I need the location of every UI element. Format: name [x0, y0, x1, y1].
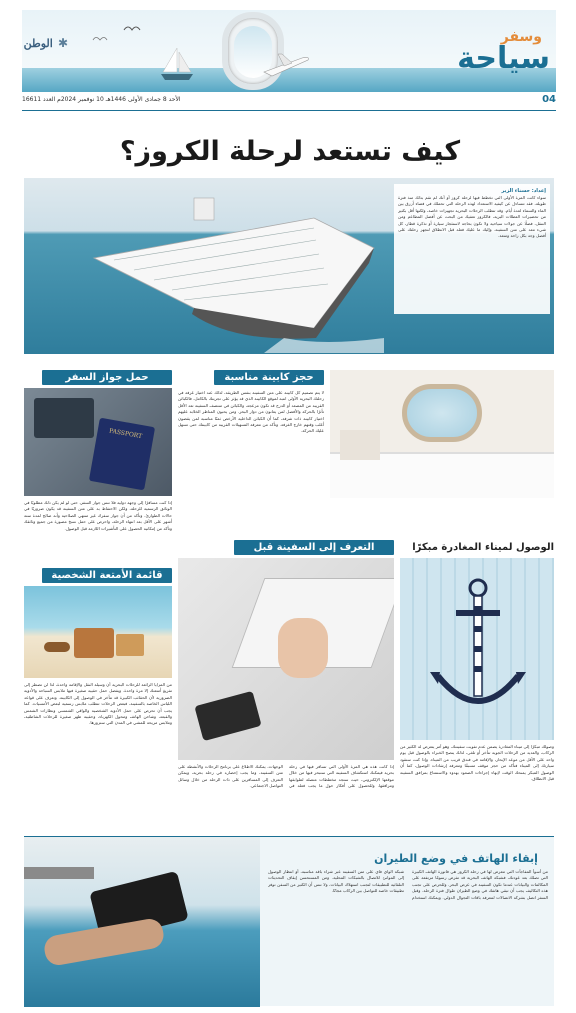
ship-illustration [84, 188, 384, 353]
airplane-icon [262, 50, 312, 80]
intro-text: سواء كانت المرة الأولى التي تخطط فيها لرحلة كروز أو أنك لم تقم بذلك منذ فترة طويلة، فقد تتساءل عن كيفية الاستعداد لهذه الرحلة التي تحملك في فضاء أزرق بين الماء والسماء لعدة أيام. وقد تتطلب الرحلات البحرية تجهيزات خاصة، ولكنها أقل بكثير من تحضيرات العطلات البرية، فالكروز تعفيك من البحث عن أفضل المطاعم ومن التنقل، فضلًا عن جولات سياحية ولا تكون بحاجة لاستئجار سيارة أو تذكرة قطار، كل شيء معد على متن السفينة. وإليك ما عليك فعله قبل الانطلاق لتجهز رحلتك على أفضل وجه بكل راحة ومتعة. [398, 195, 546, 239]
logo-text: الوطن [23, 37, 53, 50]
cabin-photo [330, 370, 554, 498]
page-number: 04 [542, 94, 556, 105]
know-ship-text: إذا كانت هذه هي المرة الأولى التي تسافر فيها في رحلة بحرية فيمكنك استكشاف السفينة التي ستبحر فيها من خلال موقعها الإلكتروني، حيث ستجد مخططات متصلة لطوابقها ومرافقها. وللحصول على أفكار حول ما يجب فعله في الوجهات، يمكنك الاطلاع على برنامج الرحلات والأنشطة على متن السفينة، وما يجب إحضاره في رحلة بحرية، ويمكن التعرف إلى المسافرين على ذات الرحلة من خلال وسائل التواصل الاجتماعي. [178, 764, 394, 789]
phone-section [24, 836, 554, 1006]
date-bar [22, 94, 556, 106]
luggage-title: قائمة الأمتعة الشخصية [42, 568, 172, 583]
luggage-photo [24, 586, 172, 678]
logo-star-icon: ✱ [57, 36, 68, 50]
cabin-title: حجز كابينة مناسبة [214, 370, 324, 385]
luggage-text: من المزايا الرائعة للرحلات البحرية أن وسيلة النقل والإقامة واحدة، لذا لن تضطر إلى تفريغ أمتعتك إلا مرة واحدة. ويفضل حمل حقيبة صغيرة فيها ملابس السباحة والأدوية الضرورية لأن الحقائب الكبيرة قد تتأخر في الوصول إلى الكابينة. وتعرف على قواعد اللباس الخاصة بالسفينة، فبعض الرحلات تتطلب ملابس رسمية لبعض الأمسيات. كما يجب أن تحرص على حمل الأدوية الشخصية والواقي الشمسي ونظارات الشمس والقبعة، وشاحن الهاتف ومحول الكهرباء، وحقيبة ظهر صغيرة للرحلات الشاطئية، وملابس مريحة للمشي في المدن التي ستزورها. [24, 682, 172, 726]
know-ship-title: التعرف إلى السفينة قبل [234, 540, 394, 555]
luggage-section [24, 568, 172, 828]
section-title-main: سياحة [457, 41, 550, 76]
date-line: الأحد 8 جمادى الأولى 1446هـ 10 نوفمبر 2024م العدد 16611 [22, 96, 181, 103]
phone-photo [24, 837, 260, 1007]
passport-title: حمل جواز السفر [42, 370, 172, 385]
byline: إعداد: حسناء الزير [501, 188, 546, 194]
bird-icon [92, 34, 112, 44]
section-title-top: وسفر [500, 29, 542, 45]
port-section [400, 540, 554, 830]
port-title: الوصول لميناء المغادرة مبكرًا [412, 542, 554, 553]
bird-icon [122, 22, 152, 36]
intro-panel [394, 184, 550, 314]
section-title [430, 30, 550, 74]
passport-section [24, 370, 172, 570]
headline: كيف تستعد لرحلة الكروز؟ [119, 136, 461, 167]
newspaper-logo [20, 32, 68, 48]
phone-text: من أسوأ المفاجآت التي تتعرض لها في رحلة الكروز هي فاتورة الهاتف الكبيرة التي تصلك بعد عودتك، فشبكة الهاتف البحرية قد تفرض رسومًا مرتفعة على المكالمات والبيانات عندما تكون السفينة في عرض البحر. وللحرص على تجنب هذه التكاليف يجب أن تبقي هاتفك في وضع الطيران طوال فترة الرحلة. وقبل السفر اتصل بشركة الاتصالات لمعرفة باقات التجوال الدولي. ويمكنك استخدام شبكة الواي فاي على متن السفينة عبر شراء باقة مناسبة، أو انتظار الوصول إلى الموانئ للاتصال بالشبكات المحلية. ومن المستحسن إيقاف التحديثات التلقائية للتطبيقات لتجنب استهلاك البيانات، ولا تنس أن الكثير من السفن توفر تطبيقات خاصة للتواصل بين الركاب مجانًا. [268, 869, 548, 900]
know-ship-section [178, 540, 394, 816]
sailboat-icon [157, 46, 197, 82]
masthead-rule [22, 110, 556, 111]
cabin-text: لا يتم تصميم كل كابينة على متن السفينة بنفس الطريقة، لذلك عند اختيار غرفة في رحلتك البحرية الأولى انتبه لموقع الكابينة الذي قد يؤثر على تجربتك بالكامل، فالكبائن القريبة من المصعد أو الدرج قد تكون مزعجة، والكبائن في منتصف السفينة تعد الأقل تأثرًا بالحركة والأفضل لمن يعانون من دوار البحر. ومن يحبون المناظر الخلابة عليهم اختيار كابينة ذات شرفة، كما أن الكبائن الداخلية الأرخص ثمنًا مناسبة لمن يقضون أغلب وقتهم خارج الغرفة. وتأكد من معرفة التسهيلات القريبة من كابينتك حتى تسهل عليك الحركة. [178, 390, 324, 434]
anchor-photo [400, 558, 554, 740]
masthead [0, 0, 576, 118]
passport-text: إذا كنت مسافرًا إلى وجهة دولية فلا تنس جواز السفر، حتى لو لم يكن ذلك مطلوبًا في الوثائق الرسمية للرحلة، ولكن الاحتفاظ به على متن السفينة قد يكون ضروريًا في حالات الطوارئ. وتأكد من أن جواز سفرك غير منتهي الصلاحية وأنه صالح لمدة ستة أشهر على الأقل بعد انتهاء الرحلة، واحرص على حمل نسخ مصورة من جميع وثائقك وتأكد من إمكانية الحصول على التأشيرات اللازمة قبل الوصول. [24, 500, 172, 531]
passport-photo: PASSPORT [24, 388, 172, 496]
port-text: وصولك مبكرًا إلى ميناء المغادرة يضمن عدم تفويت سفينتك، وهو أمر يتعرض له الكثير من الركاب، والعديد من الرحلات الجوية تتأخر أو تلغى، لذلك ينصح الخبراء بالوصول قبل يوم واحد على الأقل من موعد الإبحار، والإقامة في فندق قريب من الميناء. وإذا كنت ستقود سيارتك إلى الميناء فتأكد من حجز موقف مسبقًا ومعرفة إرشادات الوصول، كما أن الوصول المبكر يمنحك الوقت لإنهاء إجراءات الصعود بهدوء والاستمتاع بمرافق السفينة قبل الانطلاق. [400, 744, 554, 782]
cabin-section [178, 370, 324, 530]
cruise-ship-photo [24, 178, 554, 354]
laptop-photo [178, 558, 394, 760]
phone-title: إبقاء الهاتف في وضع الطيران [374, 852, 538, 865]
anchor-icon [428, 576, 528, 726]
